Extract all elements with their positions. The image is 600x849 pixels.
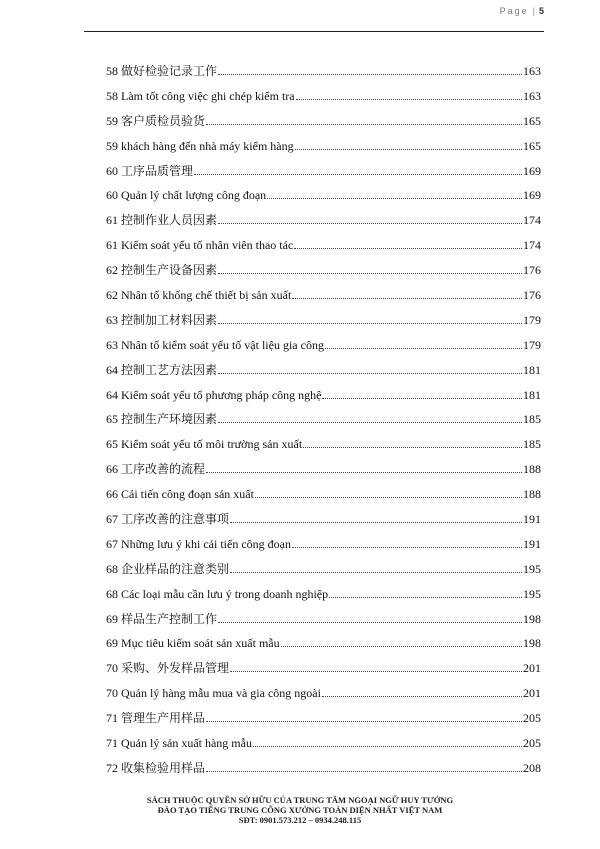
toc-entry-page: 195	[523, 586, 541, 601]
page-number: 5	[538, 6, 544, 16]
toc-entry-title: 68 企业样品的注意类别	[106, 561, 230, 576]
toc-entry-title: 69 Mục tiêu kiểm soát sản xuất mẫu	[106, 636, 280, 651]
toc-entry-title: 60 Quản lý chất lượng công đoạn	[106, 188, 267, 203]
toc-entry-title: 67 Những lưu ý khi cải tiến công đoạn	[106, 536, 291, 551]
toc-leader-dots	[296, 88, 522, 100]
toc-entry-title: 58 Làm tốt công việc ghi chép kiểm tra	[106, 88, 295, 103]
toc-entry[interactable]	[106, 362, 541, 387]
toc-entry[interactable]	[106, 411, 541, 436]
toc-entry[interactable]	[106, 660, 541, 685]
toc-entry-title: 72 收集检验用样品	[106, 760, 206, 775]
toc-entry-page: 179	[523, 337, 541, 352]
toc-entry-page: 169	[523, 188, 541, 203]
toc-entry[interactable]	[106, 163, 541, 188]
toc-leader-dots	[206, 710, 522, 722]
toc-entry-title: 71 Quản lý sản xuất hàng mẫu	[106, 736, 252, 751]
toc-entry-page: 169	[523, 163, 541, 178]
footer	[0, 795, 600, 825]
toc-entry-title: 64 控制工艺方法因素	[106, 362, 218, 377]
toc-entry-page: 201	[523, 686, 541, 701]
toc-entry-page: 191	[523, 536, 541, 551]
header-rule	[84, 31, 544, 32]
toc-entry-title: 70 Quản lý hàng mẫu mua và gia công ngoài	[106, 686, 321, 701]
toc-entry[interactable]	[106, 710, 541, 735]
toc-entry[interactable]	[106, 237, 541, 262]
toc-entry-page: 174	[523, 213, 541, 228]
toc-entry-title: 59 客户质检员验货	[106, 113, 206, 128]
toc-entry[interactable]	[106, 436, 541, 461]
toc-leader-dots	[292, 287, 522, 299]
toc-leader-dots	[230, 660, 522, 672]
toc-leader-dots	[206, 113, 522, 125]
toc-leader-dots	[322, 685, 522, 697]
toc-entry-title: 62 控制生产设备因素	[106, 263, 218, 278]
toc-entry-page: 165	[523, 113, 541, 128]
toc-leader-dots	[218, 63, 522, 75]
toc-leader-dots	[322, 387, 522, 399]
table-of-contents	[106, 63, 541, 785]
toc-leader-dots	[329, 586, 522, 598]
toc-entry-page: 201	[523, 661, 541, 676]
toc-entry-title: 69 样品生产控制工作	[106, 611, 218, 626]
toc-entry-page: 185	[523, 437, 541, 452]
toc-leader-dots	[218, 312, 522, 324]
toc-entry[interactable]	[106, 187, 541, 212]
toc-entry[interactable]	[106, 536, 541, 561]
toc-entry-title: 66 工序改善的流程	[106, 462, 206, 477]
footer-ownership-line: SÁCH THUỘC QUYỀN SỞ HỮU CỦA TRUNG TÂM NGOẠI NGỮ HUY TƯỞNG	[146, 795, 454, 805]
toc-entry-title: 61 控制作业人员因素	[106, 213, 218, 228]
toc-leader-dots	[218, 411, 522, 423]
toc-entry-page: 165	[523, 138, 541, 153]
toc-entry[interactable]	[106, 735, 541, 760]
toc-entry[interactable]	[106, 511, 541, 536]
toc-entry[interactable]	[106, 212, 541, 237]
toc-entry[interactable]	[106, 561, 541, 586]
toc-entry-title: 59 khách hàng đến nhà máy kiểm hàng	[106, 138, 294, 153]
page-label: Page	[499, 6, 529, 16]
toc-leader-dots	[294, 237, 522, 249]
toc-entry[interactable]	[106, 586, 541, 611]
toc-entry[interactable]	[106, 138, 541, 163]
footer-training-line: ĐÀO TẠO TIẾNG TRUNG CÔNG XƯỞNG TOÀN DIỆN NHẤT VIỆT NAM	[157, 805, 443, 815]
toc-entry-page: 188	[523, 487, 541, 502]
toc-leader-dots	[295, 138, 522, 150]
toc-entry-title: 65 控制生产环境因素	[106, 412, 218, 427]
toc-entry-page: 176	[523, 263, 541, 278]
toc-entry-title: 66 Cải tiến công đoạn sản xuất	[106, 487, 254, 502]
toc-leader-dots	[218, 262, 522, 274]
toc-entry-page: 198	[523, 636, 541, 651]
toc-entry-title: 65 Kiểm soát yếu tố môi trường sản xuất	[106, 437, 303, 452]
toc-leader-dots	[325, 337, 522, 349]
toc-entry-page: 176	[523, 288, 541, 303]
toc-entry[interactable]	[106, 287, 541, 312]
toc-leader-dots	[267, 187, 522, 199]
toc-entry-page: 205	[523, 711, 541, 726]
toc-entry-page: 195	[523, 561, 541, 576]
toc-leader-dots	[206, 461, 522, 473]
toc-entry[interactable]	[106, 88, 541, 113]
toc-entry-page: 174	[523, 238, 541, 253]
toc-entry-page: 181	[523, 362, 541, 377]
toc-entry[interactable]	[106, 63, 541, 88]
toc-leader-dots	[255, 486, 522, 498]
toc-leader-dots	[230, 561, 522, 573]
toc-entry-page: 188	[523, 462, 541, 477]
toc-entry-title: 70 采购、外发样品管理	[106, 661, 230, 676]
toc-entry[interactable]	[106, 312, 541, 337]
toc-entry-title: 71 管理生产用样品	[106, 711, 206, 726]
toc-entry-page: 205	[523, 736, 541, 751]
toc-entry-title: 60 工序品质管理	[106, 163, 194, 178]
toc-leader-dots	[218, 611, 522, 623]
toc-entry[interactable]	[106, 262, 541, 287]
toc-entry-title: 67 工序改善的注意事项	[106, 512, 230, 527]
toc-leader-dots	[292, 536, 522, 548]
toc-entry[interactable]	[106, 461, 541, 486]
toc-entry-title: 61 Kiểm soát yếu tố nhân viên thao tác	[106, 238, 294, 253]
toc-leader-dots	[253, 735, 522, 747]
toc-entry-page: 191	[523, 512, 541, 527]
toc-entry-title: 63 Nhân tố kiểm soát yếu tố vật liệu gia công	[106, 337, 324, 352]
page-header	[500, 6, 544, 16]
toc-entry[interactable]	[106, 486, 541, 511]
toc-entry[interactable]	[106, 387, 541, 412]
toc-entry[interactable]	[106, 113, 541, 138]
toc-entry[interactable]	[106, 635, 541, 660]
toc-leader-dots	[230, 511, 522, 523]
toc-entry-title: 64 Kiểm soát yếu tố phương pháp công nghệ	[106, 387, 322, 402]
toc-entry-page: 179	[523, 312, 541, 327]
toc-leader-dots	[218, 212, 522, 224]
header-separator: |	[532, 6, 537, 16]
toc-entry-page: 208	[523, 760, 541, 775]
toc-leader-dots	[218, 362, 522, 374]
toc-leader-dots	[206, 760, 522, 772]
toc-entry-page: 163	[523, 88, 541, 103]
footer-phone-line: SĐT: 0901.573.212 – 0934.248.115	[238, 815, 362, 825]
toc-entry-title: 63 控制加工材料因素	[106, 312, 218, 327]
toc-entry-title: 68 Các loại mẫu cần lưu ý trong doanh nghiệp	[106, 586, 329, 601]
toc-entry-page: 181	[523, 387, 541, 402]
toc-entry[interactable]	[106, 337, 541, 362]
toc-entry[interactable]	[106, 760, 541, 785]
toc-entry-page: 198	[523, 611, 541, 626]
toc-entry[interactable]	[106, 611, 541, 636]
toc-leader-dots	[303, 436, 522, 448]
toc-entry-title: 62 Nhân tố khống chế thiết bị sản xuất	[106, 288, 292, 303]
toc-leader-dots	[194, 163, 522, 175]
toc-entry-title: 58 做好检验记录工作	[106, 64, 218, 78]
toc-leader-dots	[281, 635, 522, 647]
toc-entry[interactable]	[106, 685, 541, 710]
toc-entry-page: 185	[523, 412, 541, 427]
toc-entry-page: 163	[523, 64, 541, 78]
